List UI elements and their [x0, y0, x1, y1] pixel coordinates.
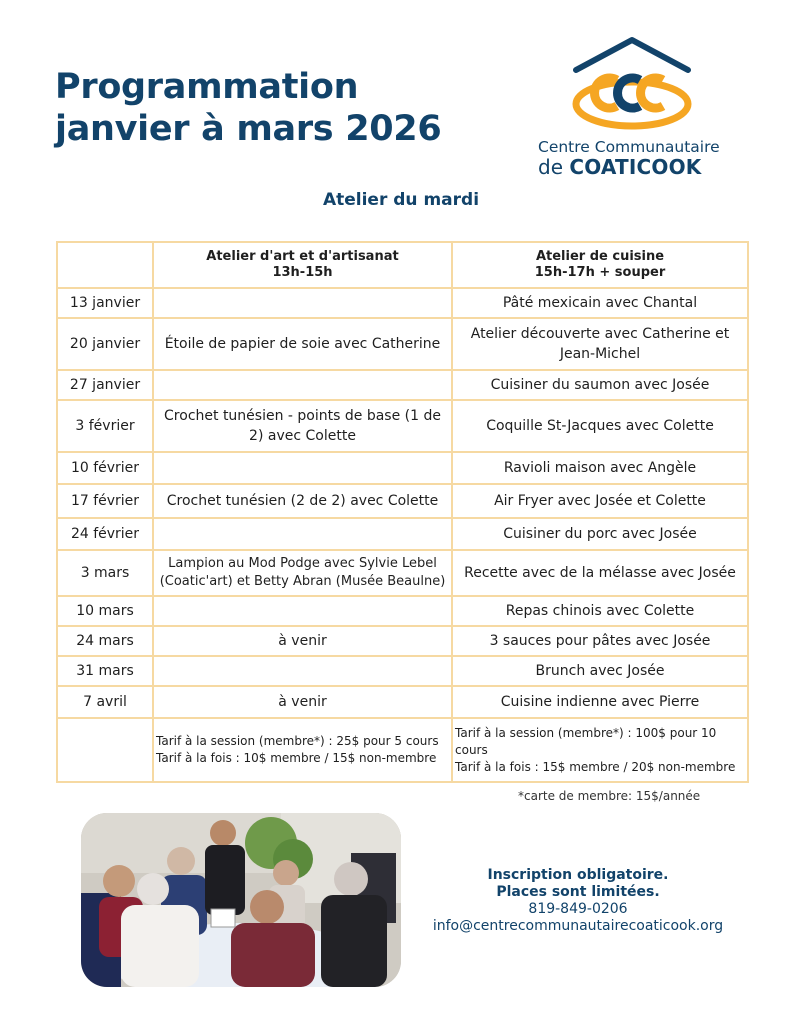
art-cell [153, 288, 452, 318]
date-cell: 20 janvier [57, 318, 153, 370]
org-name-line-2 [538, 155, 702, 179]
art-cell: Étoile de papier de soie avec Catherine [153, 318, 452, 370]
date-cell: 17 février [57, 484, 153, 518]
header-date-cell [57, 242, 153, 288]
tarif-cuisine-session: Tarif à la session (membre*) : 100$ pour 10 cours [455, 725, 717, 757]
date-cell: 3 mars [57, 550, 153, 596]
tarif-cuisine-single: Tarif à la fois : 15$ membre / 20$ non-membre [455, 759, 736, 774]
org-name-prefix: de [538, 155, 563, 179]
cuisine-cell: Recette avec de la mélasse avec Josée [452, 550, 748, 596]
cuisine-cell: Ravioli maison avec Angèle [452, 452, 748, 484]
table-row [57, 656, 748, 686]
art-cell [153, 596, 452, 626]
schedule-table [56, 241, 749, 783]
table-row [57, 596, 748, 626]
header-cuisine-title: Atelier de cuisine [535, 249, 665, 264]
workshop-photo-illustration [81, 813, 401, 987]
limited-places: Places sont limitées. [496, 884, 660, 900]
page-title [55, 66, 441, 150]
cuisine-cell: Coquille St-Jacques avec Colette [452, 400, 748, 452]
art-cell [153, 370, 452, 400]
section-title: Atelier du mardi [322, 190, 480, 210]
title-line-1: Programmation [55, 67, 359, 107]
table-row [57, 288, 748, 318]
date-cell: 3 février [57, 400, 153, 452]
cuisine-cell: Air Fryer avec Josée et Colette [452, 484, 748, 518]
table-row [57, 550, 748, 596]
table-row [57, 686, 748, 718]
date-cell: 31 mars [57, 656, 153, 686]
cuisine-cell: Cuisine indienne avec Pierre [452, 686, 748, 718]
cuisine-cell: Brunch avec Josée [452, 656, 748, 686]
org-name-line-1: Centre Communautaire [538, 138, 720, 156]
table-header-row [57, 242, 748, 288]
art-cell: Lampion au Mod Podge avec Sylvie Lebel (Coatic'art) et Betty Abran (Musée Beaulne) [153, 550, 452, 596]
table-row [57, 518, 748, 550]
tarif-art-cell [153, 718, 452, 782]
membership-note: *carte de membre: 15$/année [518, 789, 701, 803]
art-cell [153, 518, 452, 550]
tarif-art-single: Tarif à la fois : 10$ membre / 15$ non-membre [156, 751, 437, 765]
table-row [57, 370, 748, 400]
cuisine-cell: Cuisiner du saumon avec Josée [452, 370, 748, 400]
art-cell: Crochet tunésien (2 de 2) avec Colette [153, 484, 452, 518]
date-cell: 10 février [57, 452, 153, 484]
org-name-town: COATICOOK [569, 155, 702, 179]
table-row [57, 484, 748, 518]
tarif-date-cell [57, 718, 153, 782]
date-cell: 10 mars [57, 596, 153, 626]
art-cell [153, 452, 452, 484]
tarif-cuisine-cell [452, 718, 748, 782]
phone-number: 819-849-0206 [528, 901, 628, 917]
tarif-art-session: Tarif à la session (membre*) : 25$ pour 5 cours [156, 734, 439, 748]
organization-logo [532, 36, 732, 182]
contact-block [424, 867, 732, 935]
cuisine-cell: 3 sauces pour pâtes avec Josée [452, 626, 748, 656]
art-cell [153, 656, 452, 686]
header-cuisine [452, 242, 748, 288]
date-cell: 7 avril [57, 686, 153, 718]
date-cell: 24 février [57, 518, 153, 550]
email-address[interactable]: info@centrecommunautairecoaticook.org [432, 918, 724, 934]
cuisine-cell: Atelier découverte avec Catherine et Jean-Michel [452, 318, 748, 370]
title-line-2: janvier à mars 2026 [55, 109, 442, 149]
table-row [57, 400, 748, 452]
date-cell: 27 janvier [57, 370, 153, 400]
date-cell: 24 mars [57, 626, 153, 656]
table-row [57, 626, 748, 656]
cuisine-cell: Cuisiner du porc avec Josée [452, 518, 748, 550]
table-row [57, 318, 748, 370]
header-art-title: Atelier d'art et d'artisanat [206, 249, 399, 264]
header-art [153, 242, 452, 288]
cuisine-cell: Repas chinois avec Colette [452, 596, 748, 626]
header-cuisine-time: 15h-17h + souper [534, 265, 666, 280]
group-photo [81, 813, 401, 987]
date-cell: 13 janvier [57, 288, 153, 318]
cuisine-cell: Pâté mexicain avec Chantal [452, 288, 748, 318]
art-cell: Crochet tunésien - points de base (1 de 2) avec Colette [153, 400, 452, 452]
art-cell: à venir [153, 626, 452, 656]
header-art-time: 13h-15h [272, 265, 333, 280]
art-cell: à venir [153, 686, 452, 718]
tarif-row [57, 718, 748, 782]
table-row [57, 452, 748, 484]
house-logo-icon [570, 36, 694, 138]
registration-required: Inscription obligatoire. [487, 867, 669, 883]
